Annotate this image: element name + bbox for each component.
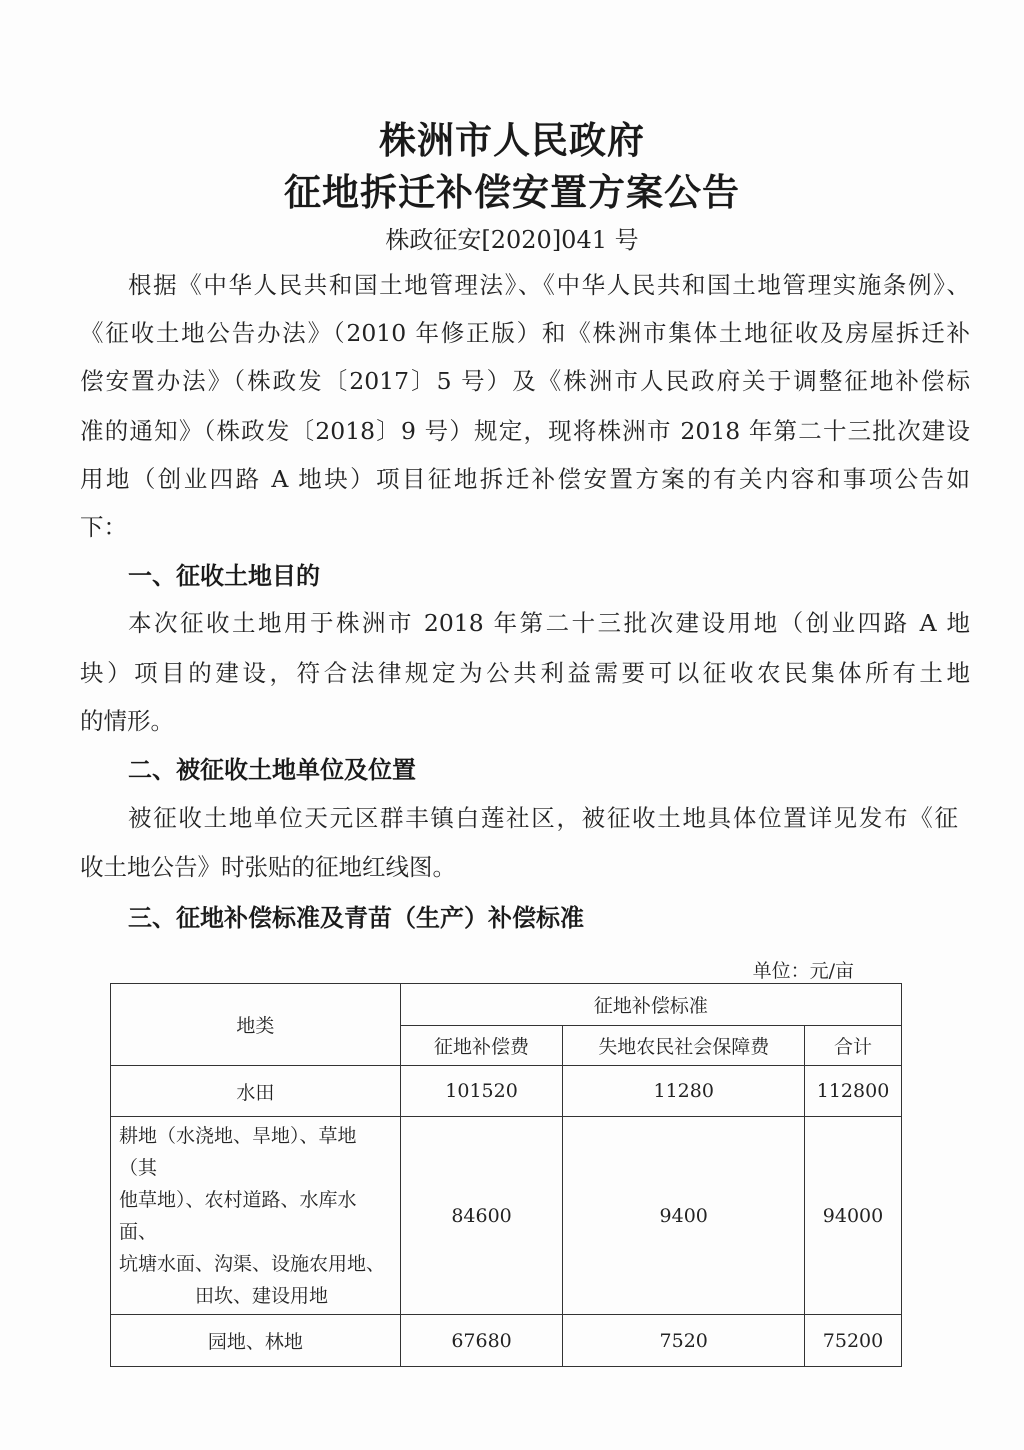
table-header-row-1 bbox=[111, 984, 902, 1026]
intro-line-2: 《征收土地公告办法》（2010 年修正版）和《株洲市集体土地征收及房屋拆迁补 bbox=[80, 319, 970, 347]
land-type-line: 坑塘水面、沟渠、设施农用地、 bbox=[119, 1252, 386, 1275]
intro-line-5: 用地（创业四路 A 地块）项目征地拆迁补偿安置方案的有关内容和事项公告如 bbox=[80, 465, 970, 493]
table-row bbox=[111, 1066, 902, 1117]
cell-total: 112800 bbox=[805, 1066, 902, 1117]
section1-heading: 一、征收土地目的 bbox=[128, 562, 320, 590]
cell-land-type bbox=[111, 1117, 401, 1315]
table-row bbox=[111, 1315, 902, 1367]
cell-compensation-fee: 67680 bbox=[400, 1315, 563, 1367]
document-title-line1: 株洲市人民政府 bbox=[379, 119, 645, 162]
section1-line-3: 的情形。 bbox=[80, 707, 174, 735]
intro-line-4: 准的通知》（株政发〔2018〕9 号）规定，现将株洲市 2018 年第二十三批次建设 bbox=[80, 417, 970, 445]
land-type-line: 耕地（水浇地、旱地）、草地（其 bbox=[119, 1124, 357, 1179]
header-social-security-fee: 失地农民社会保障费 bbox=[563, 1026, 805, 1066]
header-total: 合计 bbox=[805, 1026, 902, 1066]
cell-compensation-fee: 101520 bbox=[400, 1066, 563, 1117]
land-type-line: 田坎、建设用地 bbox=[195, 1284, 329, 1307]
compensation-table bbox=[110, 983, 902, 1367]
intro-line-1: 根据《中华人民共和国土地管理法》、《中华人民共和国土地管理实施条例》、 bbox=[128, 271, 970, 299]
section2-line-1: 被征收土地单位天元区群丰镇白莲社区，被征收土地具体位置详见发布《征 bbox=[128, 804, 958, 832]
section2-line-2: 收土地公告》时张贴的征地红线图。 bbox=[80, 853, 456, 881]
cell-social-security-fee: 7520 bbox=[563, 1315, 805, 1367]
cell-compensation-fee: 84600 bbox=[400, 1117, 563, 1315]
cell-land-type: 水田 bbox=[111, 1066, 401, 1117]
document-title-line2: 征地拆迁补偿安置方案公告 bbox=[284, 171, 740, 214]
section1-line-1: 本次征收土地用于株洲市 2018 年第二十三批次建设用地（创业四路 A 地 bbox=[128, 609, 970, 637]
intro-line-6: 下： bbox=[80, 513, 127, 541]
cell-total: 75200 bbox=[805, 1315, 902, 1367]
section1-line-2: 块）项目的建设，符合法律规定为公共利益需要可以征收农民集体所有土地 bbox=[80, 659, 970, 687]
header-land-type: 地类 bbox=[111, 984, 401, 1066]
header-compensation-standard: 征地补偿标准 bbox=[400, 984, 901, 1026]
cell-land-type: 园地、林地 bbox=[111, 1315, 401, 1367]
intro-line-3: 偿安置办法》（株政发〔2017〕5 号）及《株洲市人民政府关于调整征地补偿标 bbox=[80, 367, 970, 395]
header-compensation-fee: 征地补偿费 bbox=[400, 1026, 563, 1066]
cell-total: 94000 bbox=[805, 1117, 902, 1315]
table-row bbox=[111, 1117, 902, 1315]
cell-social-security-fee: 9400 bbox=[563, 1117, 805, 1315]
cell-social-security-fee: 11280 bbox=[563, 1066, 805, 1117]
section3-heading: 三、征地补偿标准及青苗（生产）补偿标准 bbox=[128, 904, 584, 932]
section2-heading: 二、被征收土地单位及位置 bbox=[128, 756, 416, 784]
unit-label: 单位：元/亩 bbox=[752, 960, 854, 982]
land-type-line: 他草地）、农村道路、水库水面、 bbox=[119, 1188, 357, 1243]
document-number: 株政征安[2020]041 号 bbox=[385, 226, 639, 254]
